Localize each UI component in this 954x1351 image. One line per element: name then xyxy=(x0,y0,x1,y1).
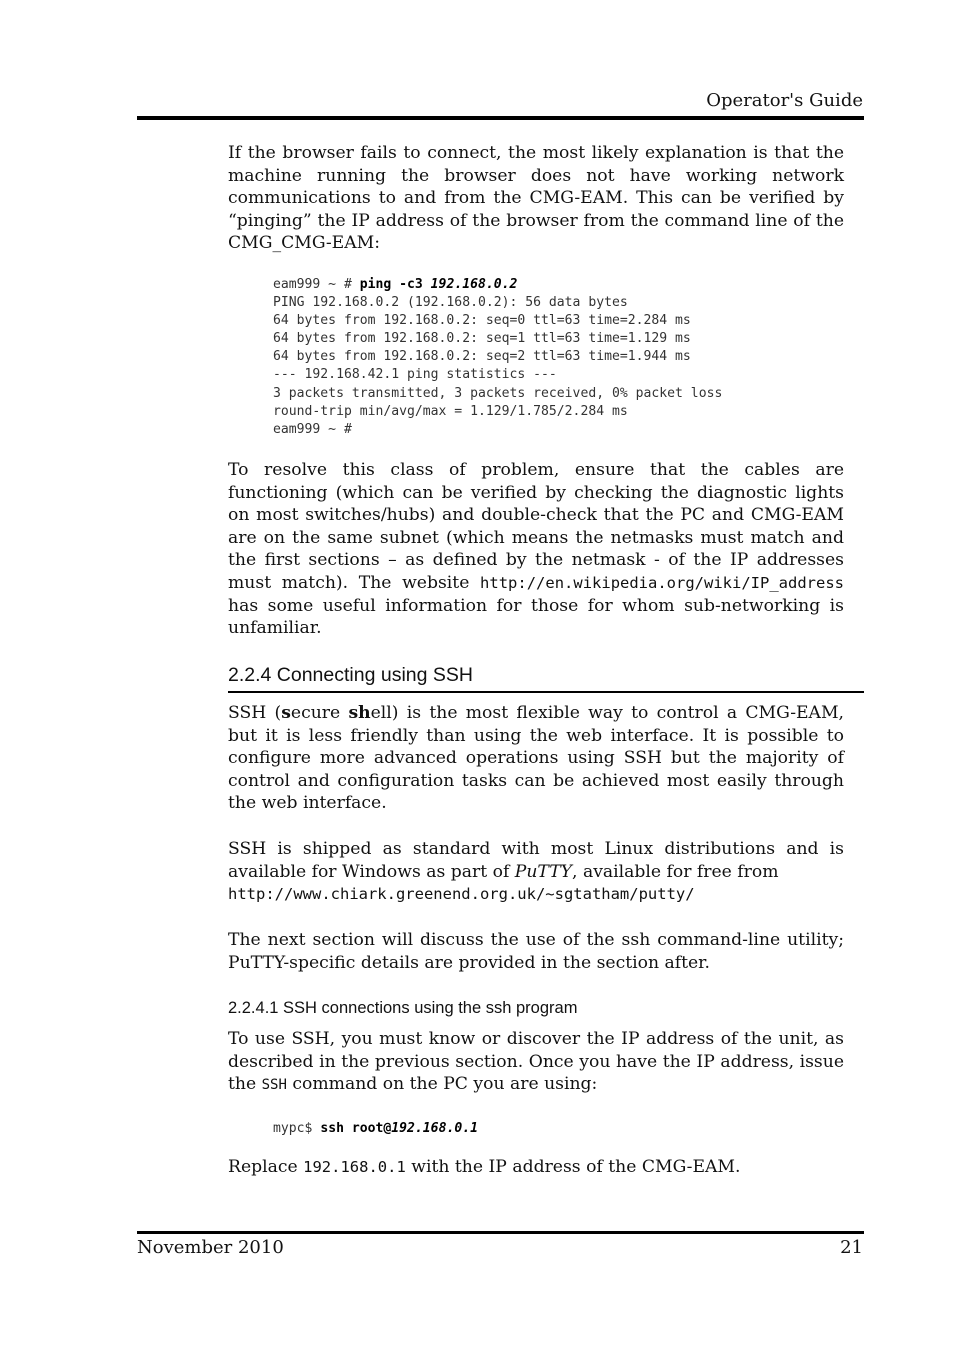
next-section-block xyxy=(228,929,844,974)
ping-output-line: PING 192.168.0.2 (192.168.0.2): 56 data bytes xyxy=(273,295,628,311)
ping-output-line: eam999 ~ # xyxy=(273,421,352,437)
footer-date: November 2010 xyxy=(137,1237,284,1258)
ping-code-block xyxy=(273,276,889,439)
resolve-paragraph: To resolve this class of problem, ensure that the cables are functioning (which can be verified by checking the diagnostic lights on most switches/hubs) and double-check that the PC and CMG-EAM are on the same subnet (which means the netmasks must match and the first sections – as defined by the netmask - of the IP addresses must match). The website http://en.wikipedia.org/wiki/IP_address has some useful information for those for whom sub-networking is unfamiliar. xyxy=(228,460,844,639)
ping-output-line: --- 192.168.42.1 ping statistics --- xyxy=(273,367,557,383)
putty-link[interactable]: http://www.chiark.greenend.org.uk/~sgtatham/putty/ xyxy=(228,885,695,904)
ssh-usage-block xyxy=(228,1028,844,1097)
ssh-command-line: mypc$ ssh root@192.168.0.1 xyxy=(273,1121,478,1136)
replace-block xyxy=(228,1156,844,1179)
running-header: Operator's Guide xyxy=(706,90,863,111)
intro-paragraph: If the browser fails to connect, the most likely explanation is that the machine running the browser does not have working network communications to and from the CMG-EAM. This can be verified by “pinging” the IP address of the browser from the command line of the CMG_CMG-EAM: xyxy=(228,143,844,254)
ping-command-line: eam999 ~ # ping -c3 192.168.0.2 xyxy=(273,277,518,292)
footer-rule xyxy=(137,1231,864,1234)
ping-output-line: 64 bytes from 192.168.0.2: seq=2 ttl=63 time=1.944 ms xyxy=(273,349,691,365)
next-section-paragraph: The next section will discuss the use of the ssh command-line utility; PuTTY-specific details are provided in the section after. xyxy=(228,930,844,973)
replace-paragraph: Replace 192.168.0.1 with the IP address of the CMG-EAM. xyxy=(228,1157,741,1177)
subsection-heading-block xyxy=(228,999,844,1018)
ssh-intro-block xyxy=(228,702,844,815)
ping-output-line: 3 packets transmitted, 3 packets received, 0% packet loss xyxy=(273,385,723,401)
subsection-title: 2.2.4.1 SSH connections using the ssh program xyxy=(228,999,578,1017)
ssh-code-block xyxy=(273,1120,889,1138)
page-number: 21 xyxy=(840,1237,863,1258)
wikipedia-link[interactable]: http://en.wikipedia.org/wiki/IP_address xyxy=(480,573,844,592)
ssh-shipped-paragraph: SSH is shipped as standard with most Linux distributions and is available for Windows as part of PuTTY, available for free from http://www.chiark.greenend.org.uk/~sgtatham/putty/ xyxy=(228,839,844,904)
intro-paragraph-block xyxy=(228,142,844,255)
ssh-intro-paragraph: SSH (secure shell) is the most flexible way to control a CMG-EAM, but it is less friendly than using the web interface. It is possible to configure more advanced operations using SSH but the majority of control and configuration tasks can be achieved most easily through the web interface. xyxy=(228,703,845,814)
header-rule xyxy=(137,116,864,120)
ping-output-line: 64 bytes from 192.168.0.2: seq=1 ttl=63 time=1.129 ms xyxy=(273,331,691,347)
section-heading-block xyxy=(228,664,844,693)
ssh-usage-paragraph: To use SSH, you must know or discover the IP address of the unit, as described in the previous section. Once you have the IP address, issue the SSH command on the PC you are using: xyxy=(228,1029,844,1095)
ping-output-line: round-trip min/avg/max = 1.129/1.785/2.284 ms xyxy=(273,403,628,419)
ssh-shipped-block xyxy=(228,838,844,906)
ping-output-line: 64 bytes from 192.168.0.2: seq=0 ttl=63 time=2.284 ms xyxy=(273,313,691,329)
resolve-paragraph-block xyxy=(228,459,844,640)
section-title: 2.2.4 Connecting using SSH xyxy=(228,664,864,693)
